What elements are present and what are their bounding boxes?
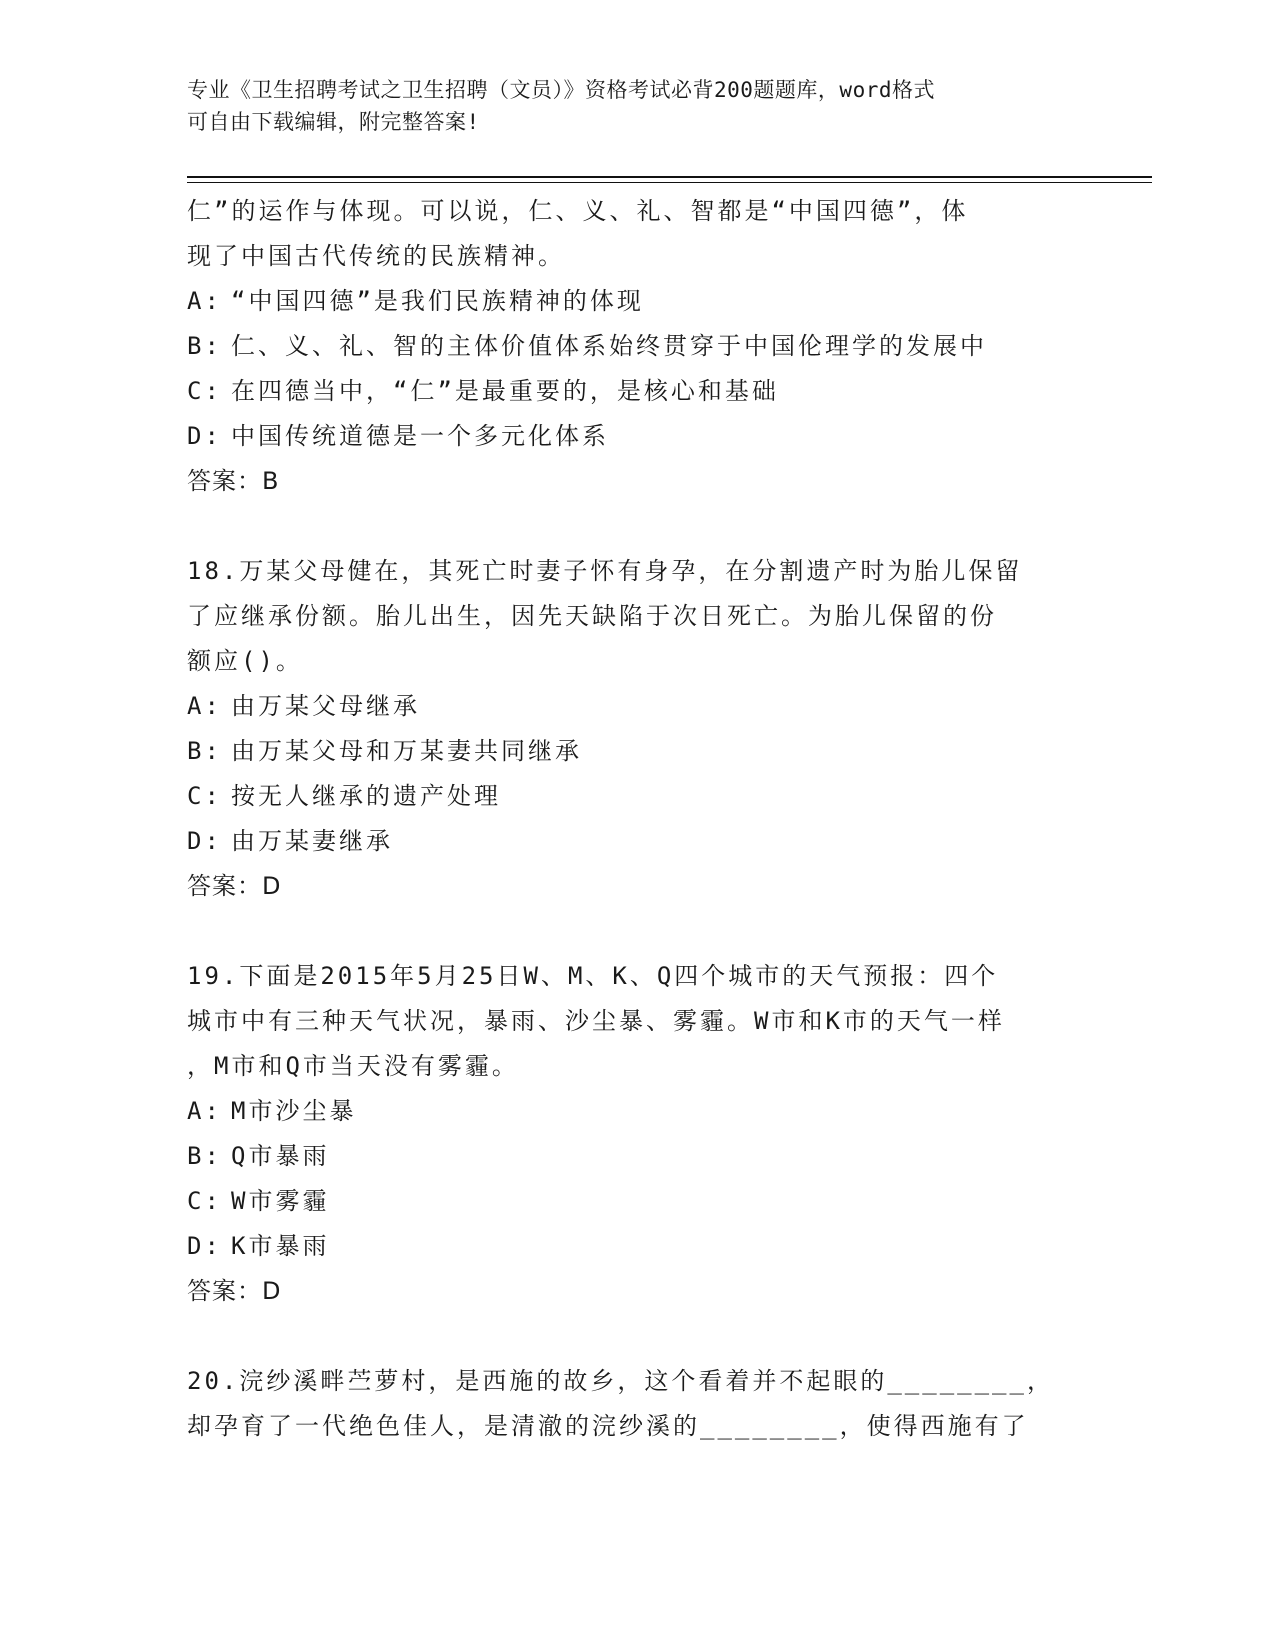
option-b — [187, 1134, 1087, 1179]
question-19 — [187, 954, 1087, 1314]
question-text-line: 20.浣纱溪畔苎萝村，是西施的故乡，这个看着并不起眼的________， — [187, 1367, 1054, 1395]
option-key: B: — [187, 332, 222, 360]
option-key: A: — [187, 287, 222, 315]
option-text: 仁、义、礼、智的主体价值体系始终贯穿于中国伦理学的发展中 — [231, 332, 987, 360]
option-text: 由万某妻继承 — [231, 827, 393, 855]
spacer — [187, 909, 1087, 954]
header-divider-thick — [187, 176, 1152, 178]
option-d — [187, 819, 1087, 864]
option-text: 由万某父母继承 — [231, 692, 420, 720]
question-text-line: ，M市和Q市当天没有雾霾。 — [187, 1052, 519, 1080]
option-b — [187, 324, 1087, 369]
option-a — [187, 279, 1087, 324]
header-title-line-2: 可自由下载编辑，附完整答案! — [187, 110, 480, 134]
answer-line: 答案：D — [187, 1277, 282, 1305]
option-c — [187, 774, 1087, 819]
question-17-continued — [187, 189, 1087, 504]
option-text: Q市暴雨 — [231, 1142, 330, 1170]
question-text-line: 却孕育了一代绝色佳人，是清澈的浣纱溪的________，使得西施有了 — [187, 1412, 1029, 1440]
option-key: D: — [187, 1232, 222, 1260]
option-key: D: — [187, 422, 222, 450]
question-18 — [187, 549, 1087, 909]
option-text: 中国传统道德是一个多元化体系 — [231, 422, 609, 450]
option-key: C: — [187, 377, 222, 405]
option-text: 按无人继承的遗产处理 — [231, 782, 501, 810]
spacer — [187, 1314, 1087, 1359]
question-text-line: 了应继承份额。胎儿出生，因先天缺陷于次日死亡。为胎儿保留的份 — [187, 602, 997, 630]
option-key: D: — [187, 827, 222, 855]
option-key: B: — [187, 737, 222, 765]
option-c — [187, 369, 1087, 414]
option-a — [187, 684, 1087, 729]
answer-line: 答案：D — [187, 872, 282, 900]
option-a — [187, 1089, 1087, 1134]
option-text: K市暴雨 — [231, 1232, 330, 1260]
header-divider-thin — [187, 182, 1152, 183]
option-c — [187, 1179, 1087, 1224]
spacer — [187, 504, 1087, 549]
answer-line: 答案：B — [187, 467, 280, 495]
question-text-line: 现了中国古代传统的民族精神。 — [187, 242, 565, 270]
option-text: “中国四德”是我们民族精神的体现 — [231, 287, 644, 315]
option-text: M市沙尘暴 — [231, 1097, 357, 1125]
option-key: C: — [187, 1187, 222, 1215]
question-text-line: 19.下面是2015年5月25日W、M、K、Q四个城市的天气预报：四个 — [187, 962, 999, 990]
page-header — [187, 74, 1067, 138]
option-key: B: — [187, 1142, 222, 1170]
question-text-line: 额应()。 — [187, 647, 303, 675]
header-title-line-1: 专业《卫生招聘考试之卫生招聘（文员）》资格考试必背200题题库，word格式 — [187, 78, 935, 102]
option-key: A: — [187, 1097, 222, 1125]
option-key: A: — [187, 692, 222, 720]
option-text: 在四德当中，“仁”是最重要的，是核心和基础 — [231, 377, 779, 405]
question-text-line: 城市中有三种天气状况，暴雨、沙尘暴、雾霾。W市和K市的天气一样 — [187, 1007, 1005, 1035]
question-list — [187, 189, 1087, 1449]
option-d — [187, 414, 1087, 459]
option-b — [187, 729, 1087, 774]
question-text-line: 仁”的运作与体现。可以说，仁、义、礼、智都是“中国四德”，体 — [187, 197, 969, 225]
question-text-line: 18.万某父母健在，其死亡时妻子怀有身孕，在分割遗产时为胎儿保留 — [187, 557, 1023, 585]
option-text: 由万某父母和万某妻共同继承 — [231, 737, 582, 765]
option-d — [187, 1224, 1087, 1269]
question-20 — [187, 1359, 1087, 1449]
option-key: C: — [187, 782, 222, 810]
option-text: W市雾霾 — [231, 1187, 330, 1215]
